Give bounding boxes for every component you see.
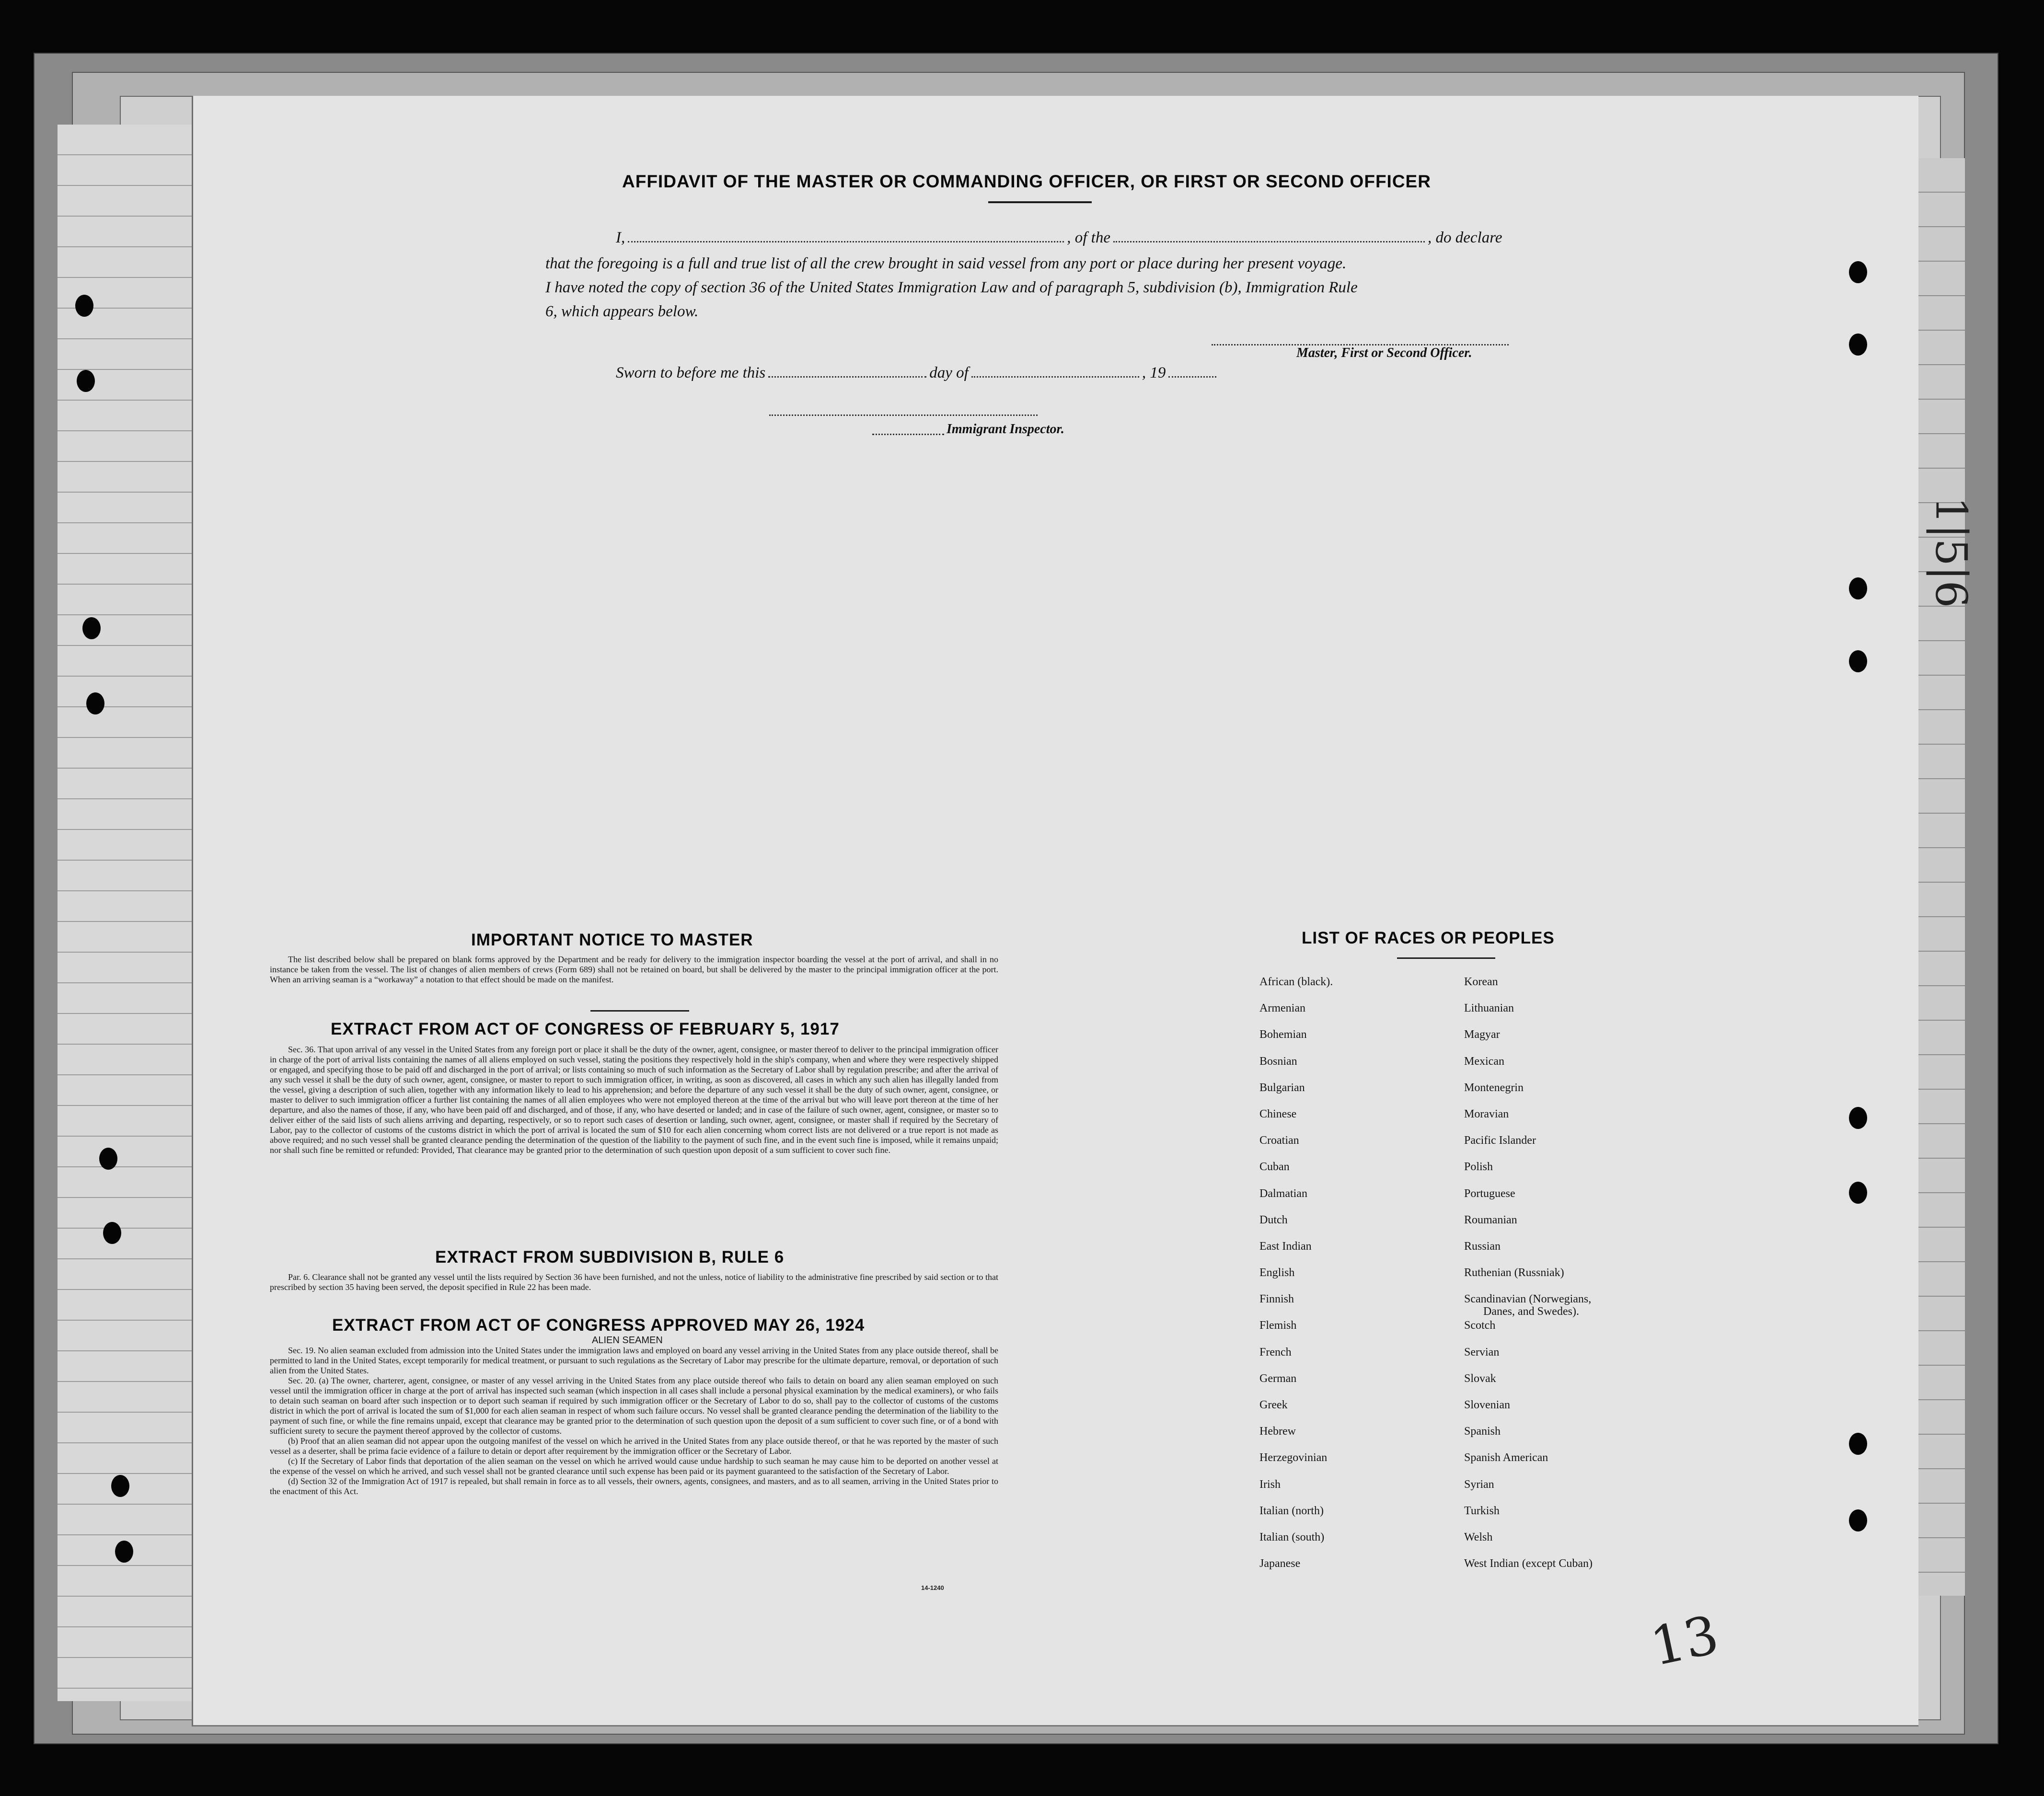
section-rule bbox=[590, 1010, 689, 1012]
act-1917-paragraph: Sec. 36. That upon arrival of any vessel in the United States from any foreign port or place it shall be the duty of the owner, agent, consignee, or master thereof to deliver to the principal immigration officer in charge of the port of arrival lists containing the names of all aliens employed on such vessel, stating the positions they respectively hold in the ship's company, when and where they were respectively shipped or engaged, and specifying those to be paid off and discharged in the port of arrival; or lists containing so much of such information as the Secretary of Labor shall by regulation prescribe; and after the arrival of any such vessel it shall be the duty of such owner, agent, consignee, or master to report to such immigration officer, in writing, as soon as discovered, all cases in which any such alien has illegally landed from the vessel, giving a description of such alien, together with any information likely to lead to his apprehension; and before the departure of any such vessel it shall be the duty of such owner, agent, consignee, or master to deliver to such immigration officer a further list containing the names of all alien employees who were not employed thereon at the time of the arrival but who will leave port thereon at the time of her departure, and also the names of those, if any, who have been paid off and discharged, and of those, if any, who have deserted or landed; and in case of the failure of such owner, agent, consignee, or master so to deliver either of the said lists of such aliens arriving and departing, respectively, or so to report such cases of desertion or landing, such owner, agent, consignee, or master shall if required by the Secretary of Labor, pay to the collector of customs of the customs district in which the port of arrival is located the sum of $10 for each alien concerning whom correct lists are not delivered or a true report is not made as above required; and no such vessel shall be granted clearance pending the determination of the question of the liability to the payment of such fine, and in the event such fine is imposed, while it remains unpaid; nor shall such fine be remitted or refunded: Provided, That clearance may be granted prior to the determination of such question upon deposit of a sum sufficient to cover such fine. bbox=[270, 1045, 998, 1155]
punch-hole bbox=[1849, 1509, 1867, 1531]
race-item: Slovenian bbox=[1464, 1399, 1510, 1411]
punch-hole bbox=[115, 1541, 133, 1563]
race-item: Flemish bbox=[1259, 1319, 1297, 1332]
race-item: Italian (north) bbox=[1259, 1504, 1324, 1517]
race-item: Armenian bbox=[1259, 1002, 1305, 1015]
race-item: Ruthenian (Russniak) bbox=[1464, 1266, 1564, 1279]
race-item: Hebrew bbox=[1259, 1425, 1296, 1438]
vessel-blank bbox=[1113, 238, 1425, 242]
affidavit-do-declare: , do declare bbox=[1427, 229, 1502, 246]
race-item: Korean bbox=[1464, 976, 1498, 988]
race-item: Spanish American bbox=[1464, 1451, 1548, 1464]
race-item: English bbox=[1259, 1266, 1295, 1279]
race-item: Moravian bbox=[1464, 1107, 1509, 1120]
race-item: Dutch bbox=[1259, 1213, 1288, 1226]
notice-title: IMPORTANT NOTICE TO MASTER bbox=[471, 931, 753, 949]
inspector-signature-blank bbox=[872, 434, 944, 435]
race-item: Chinese bbox=[1259, 1107, 1297, 1120]
race-item: Polish bbox=[1464, 1161, 1493, 1174]
punch-hole bbox=[77, 370, 95, 392]
affidavit-line-2: that the foregoing is a full and true list of all the crew brought in said vessel from any port or place during her present voyage. bbox=[545, 255, 1347, 272]
race-item: Servian bbox=[1464, 1346, 1500, 1359]
punch-hole bbox=[99, 1148, 117, 1170]
punch-hole bbox=[1849, 334, 1867, 356]
sworn-line bbox=[616, 364, 1219, 382]
affidavit-i: I, bbox=[616, 229, 625, 246]
punch-hole bbox=[82, 617, 101, 639]
race-item: Montenegrin bbox=[1464, 1081, 1524, 1094]
races-title: LIST OF RACES OR PEOPLES bbox=[1302, 929, 1555, 947]
act-1917-title: EXTRACT FROM ACT OF CONGRESS OF FEBRUARY 5, 1917 bbox=[331, 1020, 840, 1038]
punch-hole bbox=[1849, 1433, 1867, 1455]
sec-20c-paragraph: (c) If the Secretary of Labor finds that deportation of the alien seaman on the vessel on which he arrived would cause undue hardship to such seaman he may cause him to be deported on another vessel at the expense of the vessel on which he arrived, and such vessel shall not be granted clearance until such expense has been paid or its payment guaranteed to the satisfaction of the Secretary of Labor. bbox=[270, 1456, 998, 1476]
rule-6-text bbox=[270, 1272, 998, 1292]
sec-20d-paragraph: (d) Section 32 of the Immigration Act of 1917 is repealed, but shall remain in force as to all vessels, their owners, agents, consignees, and masters, and as to all seamen, arriving in the United States prior to the enactment of this Act. bbox=[270, 1476, 998, 1496]
punch-hole bbox=[1849, 1182, 1867, 1204]
race-item: West Indian (except Cuban) bbox=[1464, 1557, 1593, 1570]
notice-text bbox=[270, 955, 998, 985]
punch-hole bbox=[111, 1475, 129, 1497]
race-item: Bulgarian bbox=[1259, 1081, 1305, 1094]
affidavit-line-1 bbox=[616, 229, 1502, 247]
year-label: , 19 bbox=[1142, 364, 1166, 381]
name-blank bbox=[628, 238, 1064, 242]
race-item: Spanish bbox=[1464, 1425, 1501, 1438]
sworn-label: Sworn to before me this bbox=[616, 364, 766, 381]
punch-hole bbox=[103, 1222, 121, 1244]
ledger-edge bbox=[58, 125, 201, 1701]
day-of-label: day of bbox=[929, 364, 969, 381]
title-rule bbox=[988, 201, 1092, 203]
race-item: East Indian bbox=[1259, 1240, 1312, 1253]
race-item: Lithuanian bbox=[1464, 1002, 1514, 1015]
race-item: Cuban bbox=[1259, 1161, 1290, 1174]
affidavit-line-4: 6, which appears below. bbox=[545, 303, 699, 320]
race-item: Portuguese bbox=[1464, 1187, 1515, 1200]
punch-hole bbox=[1849, 577, 1867, 599]
race-item: German bbox=[1259, 1372, 1297, 1385]
races-rule bbox=[1397, 957, 1495, 959]
race-item: Roumanian bbox=[1464, 1213, 1517, 1226]
race-item: Scotch bbox=[1464, 1319, 1496, 1332]
race-item: Welsh bbox=[1464, 1531, 1493, 1543]
race-item: Finnish bbox=[1259, 1293, 1294, 1306]
act-1924-title: EXTRACT FROM ACT OF CONGRESS APPROVED MAY 26, 1924 bbox=[332, 1316, 865, 1335]
punch-hole bbox=[75, 295, 93, 317]
race-item: Turkish bbox=[1464, 1504, 1500, 1517]
sec-20a-paragraph: Sec. 20. (a) The owner, charterer, agent, consignee, or master of any vessel arriving in the United States from any place outside thereof who fails to detain on board any alien seaman employed on such vessel until the immigration officer in charge at the port of arrival has inspected such seaman (which inspection in all cases shall include a personal physical examination by the medical examiners), or who fails to detain such seaman on board after such inspection or to deport such seaman if required by such immigration officer or the Secretary of Labor to do so, shall pay to the collector of customs of the customs district in which the port of arrival is located the sum of $1,000 for each alien seaman in respect of whom such failure occurs. No vessel shall be granted clearance pending the determination of the liability to the payment of such fine, or while the fine remains unpaid, except that clearance may be granted prior to the determination of such question upon the deposit of a sum sufficient to cover such fine, or of a bond with sufficient surety to secure the payment thereof approved by the collector of customs. bbox=[270, 1376, 998, 1436]
rule-6-paragraph: Par. 6. Clearance shall not be granted any vessel until the lists required by Section 36 have been furnished, and not the unless, notice of liability to the administrative fine prescribed by said section or to that prescribed by section 35 having been served, the deposit specified in Rule 22 has been made. bbox=[270, 1272, 998, 1292]
form-number: 14-1240 bbox=[921, 1584, 944, 1591]
races-right-column bbox=[1464, 976, 1593, 1584]
month-blank bbox=[971, 373, 1139, 378]
race-item: Italian (south) bbox=[1259, 1531, 1325, 1543]
race-item: Syrian bbox=[1464, 1478, 1494, 1491]
sec-19-paragraph: Sec. 19. No alien seaman excluded from admission into the United States under the immigration laws and employed on board any vessel arriving in the United States from any place outside thereof, shall be permitted to land in the United States, except temporarily for medical treatment, or pursuant to such regulations as the Secretary of Labor may prescribe for the ultimate departure, removal, or deportation of such alien from the United States. bbox=[270, 1346, 998, 1375]
race-item: Bosnian bbox=[1259, 1055, 1297, 1068]
race-item: Magyar bbox=[1464, 1028, 1500, 1041]
rule-6-title: EXTRACT FROM SUBDIVISION B, RULE 6 bbox=[435, 1248, 785, 1266]
race-item: Bohemian bbox=[1259, 1028, 1307, 1041]
act-1917-text bbox=[270, 1045, 998, 1155]
affidavit-of-the: , of the bbox=[1067, 229, 1110, 246]
master-signature-label: Master, First or Second Officer. bbox=[1296, 345, 1472, 360]
race-item: Japanese bbox=[1259, 1557, 1301, 1570]
race-item: African (black). bbox=[1259, 976, 1333, 988]
affidavit-line-3: I have noted the copy of section 36 of the United States Immigration Law and of paragraph 5, subdivision (b), Immigration Rule bbox=[545, 279, 1358, 296]
punch-hole bbox=[1849, 650, 1867, 672]
affidavit-title: AFFIDAVIT OF THE MASTER OR COMMANDING OFFICER, OR FIRST OR SECOND OFFICER bbox=[622, 172, 1431, 191]
race-item: French bbox=[1259, 1346, 1292, 1359]
race-item: Irish bbox=[1259, 1478, 1281, 1491]
races-left-column bbox=[1259, 976, 1333, 1584]
inspector-signature-label: Immigrant Inspector. bbox=[947, 422, 1064, 437]
race-item: Herzegovinian bbox=[1259, 1451, 1328, 1464]
race-item-text: Scandinavian (Norwegians, bbox=[1464, 1293, 1592, 1306]
punch-hole bbox=[1849, 261, 1867, 283]
sec-20b-paragraph: (b) Proof that an alien seaman did not appear upon the outgoing manifest of the vessel on which he arrived in the United States from any place outside thereof, or that he was reported by the master of such vessel as a deserter, shall be prima facie evidence of a failure to detain or deport after requirement by the immigration officer or the Secretary of Labor. bbox=[270, 1436, 998, 1456]
race-item bbox=[1464, 1293, 1593, 1319]
race-item: Pacific Islander bbox=[1464, 1134, 1536, 1147]
handwritten-mark: 1|5|6 bbox=[1926, 496, 1976, 608]
day-blank bbox=[768, 373, 926, 378]
race-item: Dalmatian bbox=[1259, 1187, 1307, 1200]
race-item-continuation: Danes, and Swedes). bbox=[1483, 1305, 1579, 1318]
race-item: Slovak bbox=[1464, 1372, 1496, 1385]
punch-hole bbox=[86, 692, 104, 714]
race-item: Croatian bbox=[1259, 1134, 1299, 1147]
race-item: Russian bbox=[1464, 1240, 1501, 1253]
year-blank bbox=[1168, 373, 1216, 378]
race-item: Greek bbox=[1259, 1399, 1288, 1411]
handwritten-mark: 13 bbox=[1645, 1603, 1724, 1678]
race-item: Mexican bbox=[1464, 1055, 1504, 1068]
notice-paragraph: The list described below shall be prepared on blank forms approved by the Department and be ready for delivery to the immigration inspector boarding the vessel at the port of arrival, and shall in no instance be taken from the vessel. The list of changes of alien members of crews (Form 689) shall not be retained on board, but shall be delivered by the master to the principal immigration officer at the port. When an arriving seaman is a “workaway” a notation to that effect should be made on the manifest. bbox=[270, 955, 998, 984]
act-1924-subtitle: ALIEN SEAMEN bbox=[592, 1335, 663, 1346]
act-1924-text bbox=[270, 1346, 998, 1497]
punch-hole bbox=[1849, 1107, 1867, 1129]
inspector-signature-blank bbox=[769, 414, 1038, 416]
